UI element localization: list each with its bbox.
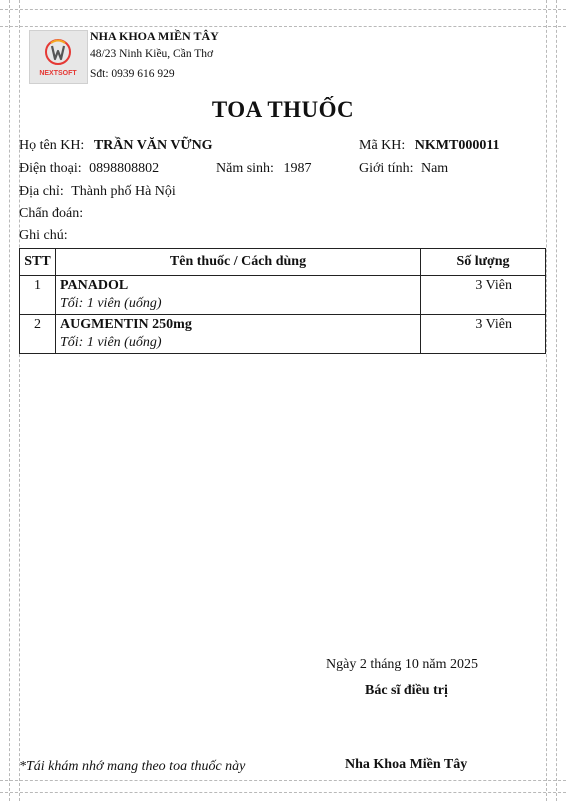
tooth-logo-icon [30, 31, 87, 83]
drug-name: AUGMENTIN 250mg [60, 317, 192, 332]
row-quantity: 3 Viên [421, 315, 546, 354]
patient-phone-label: Điện thoại: [19, 161, 82, 176]
prescription-table [19, 248, 546, 354]
patient-code-row [359, 138, 500, 154]
row-drug-cell [56, 315, 421, 354]
patient-gender-row [359, 161, 448, 177]
revisit-note: *Tái khám nhớ mang theo toa thuốc này [19, 759, 246, 774]
patient-birth-label: Năm sinh: [216, 161, 274, 176]
header-drug: Tên thuốc / Cách dùng [56, 249, 421, 276]
footer-clinic-name: Nha Khoa Miền Tây [345, 757, 468, 772]
clinic-name: NHA KHOA MIỀN TÂY [90, 29, 219, 43]
table-row [20, 276, 546, 315]
patient-address: Thành phố Hà Nội [71, 184, 176, 199]
diagnosis-label: Chẩn đoán: [19, 206, 84, 221]
drug-name: PANADOL [60, 278, 129, 293]
patient-gender: Nam [420, 161, 449, 176]
patient-address-row [19, 184, 176, 200]
note-label: Ghi chú: [19, 228, 68, 243]
patient-address-label: Địa chỉ: [19, 184, 64, 199]
margin-guide-bottom-inner [0, 780, 566, 781]
drug-usage: Tối: 1 viên (uống) [60, 335, 162, 350]
drug-usage: Tối: 1 viên (uống) [60, 296, 162, 311]
row-stt: 2 [20, 315, 56, 354]
patient-name-label: Họ tên KH: [19, 138, 85, 153]
table-row [20, 315, 546, 354]
margin-guide-top [0, 9, 566, 10]
margin-guide-bottom [0, 792, 566, 793]
patient-name-row [19, 138, 213, 154]
clinic-address: 48/23 Ninh Kiều, Cần Thơ [90, 48, 214, 60]
patient-gender-label: Giới tính: [359, 161, 414, 176]
patient-code-label: Mã KH: [359, 138, 406, 153]
patient-name: TRẦN VĂN VỮNG [93, 138, 213, 153]
table-header-row [20, 249, 546, 276]
patient-code: NKMT000011 [414, 138, 500, 153]
page-title: TOA THUỐC [211, 97, 355, 122]
patient-phone: 0898808802 [89, 161, 160, 176]
clinic-phone: Sđt: 0939 616 929 [90, 68, 175, 80]
doctor-signature-label: Bác sĩ điều trị [365, 683, 448, 698]
issue-date: Ngày 2 tháng 10 năm 2025 [326, 657, 479, 672]
patient-birth-year: 1987 [283, 161, 312, 176]
row-drug-cell [56, 276, 421, 315]
header-quantity: Số lượng [421, 249, 546, 276]
logo-text: NEXTSOFT [39, 70, 77, 77]
margin-guide-top-inner [0, 26, 566, 27]
note-row [19, 228, 72, 244]
clinic-logo [29, 30, 88, 84]
patient-phone-row [19, 161, 159, 177]
diagnosis-row [19, 206, 87, 222]
patient-birth-row [216, 161, 311, 177]
row-stt: 1 [20, 276, 56, 315]
row-quantity: 3 Viên [421, 276, 546, 315]
header-stt: STT [20, 249, 56, 276]
